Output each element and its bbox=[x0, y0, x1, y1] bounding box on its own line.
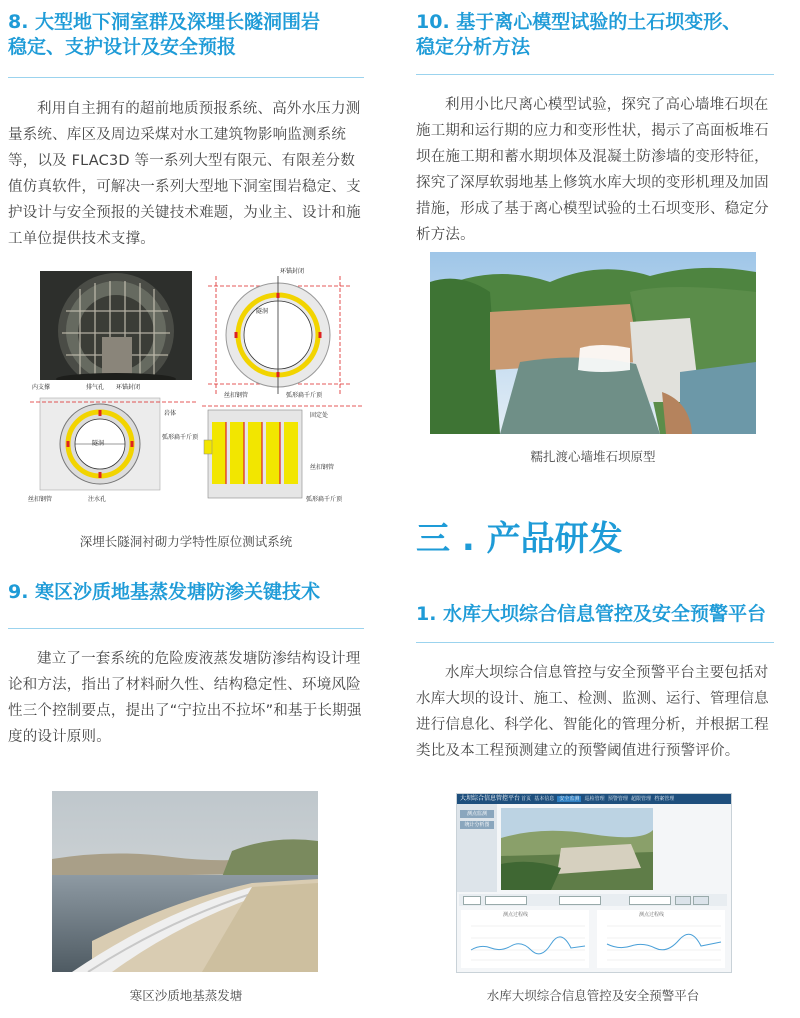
section-10-body: 利用小比尺离心模型试验，探究了高心墙堆石坝在施工期和运行期的应力和变形性状，揭示了高面板堆石坝在施工期和蓄水期坝体及混凝土防渗墙的变形特征，探究了深厚软弱地基上修筑水库大坝的变形机理及加固措施，形成了基于离心模型试验的土石坝变形、稳定分析方法。 bbox=[416, 97, 769, 243]
figure-caption-tunnel: 深埋长隧洞衬砌力学特性原位测试系统 bbox=[79, 534, 293, 549]
platform-query-button[interactable] bbox=[675, 896, 691, 905]
section-8-title-line1: 8. 大型地下洞室群及深埋长隧洞围岩 bbox=[8, 11, 321, 33]
platform-filter-field[interactable] bbox=[559, 896, 601, 905]
platform-menu-item[interactable]: 基本信息 bbox=[534, 796, 555, 802]
section-9-divider bbox=[8, 628, 364, 629]
platform-menu-item[interactable]: 首页 bbox=[521, 796, 532, 802]
platform-menu-item[interactable]: 预警管理 bbox=[607, 796, 628, 802]
platform-menu-item[interactable]: 超限管理 bbox=[631, 796, 652, 802]
platform-export-button[interactable] bbox=[693, 896, 709, 905]
label-ring-top: 环锚封闭 bbox=[280, 268, 305, 275]
platform-filter-field[interactable] bbox=[485, 896, 527, 905]
section-8-heading bbox=[8, 10, 378, 60]
product-1-body: 水库大坝综合信息管控与安全预警平台主要包括对水库大坝的设计、施工、检测、监测、运行、管理信息进行信息化、科学化、智能化的管理分析，并根据工程类比及本工程预测建立的预警阈值进行预警评价。 bbox=[416, 665, 769, 759]
evaporation-pond-photo bbox=[52, 791, 318, 972]
section-10-title-line2: 稳定分析方法 bbox=[416, 36, 531, 58]
section-8-title-line2: 稳定、支护设计及安全预报 bbox=[8, 36, 237, 58]
label-ring2: 环锚封闭 bbox=[116, 384, 141, 391]
figure-caption-dam: 糯扎渡心墙堆石坝原型 bbox=[530, 449, 656, 464]
platform-side-item[interactable]: 测点监测 bbox=[460, 810, 494, 818]
label-tunnel2: 隧洞 bbox=[92, 440, 105, 447]
section-10-title-line1: 10. 基于离心模型试验的土石坝变形、 bbox=[416, 11, 742, 33]
ring-section-diagram bbox=[200, 266, 364, 398]
label-anchor-left: 丝扣钢管 bbox=[224, 392, 249, 398]
label-rock: 岩体 bbox=[164, 410, 177, 417]
label-tunnel: 隧洞 bbox=[256, 308, 269, 315]
platform-menu-item[interactable]: 巡检管理 bbox=[584, 796, 605, 802]
longitudinal-diagram bbox=[202, 398, 364, 506]
label-fixed: 固定处 bbox=[310, 412, 329, 419]
label-jack3: 弧形扁千斤顶 bbox=[306, 496, 343, 503]
platform-menu-item[interactable]: 档案管理 bbox=[654, 796, 675, 802]
platform-dam-image bbox=[501, 808, 653, 890]
platform-menu bbox=[521, 795, 674, 803]
label-inner-support: 内支撑 bbox=[32, 384, 51, 391]
platform-chart-left bbox=[461, 910, 589, 968]
platform-filter-field[interactable] bbox=[629, 896, 671, 905]
product-1-divider bbox=[416, 642, 774, 643]
platform-filter-bar bbox=[459, 894, 727, 906]
platform-side-item[interactable]: 统计分析图 bbox=[460, 821, 494, 829]
platform-filter-field[interactable] bbox=[463, 896, 481, 905]
platform-sidebar bbox=[457, 804, 497, 892]
label-grout: 注水孔 bbox=[88, 496, 107, 503]
lining-section-diagram bbox=[28, 380, 198, 504]
section-9-title: 9. 寒区沙质地基蒸发塘防渗关键技术 bbox=[8, 581, 321, 603]
platform-screenshot bbox=[456, 793, 732, 973]
section-10-divider bbox=[416, 74, 774, 75]
section-3-title: 三 . 产品研发 bbox=[416, 519, 623, 559]
label-pipe2: 丝扣钢管 bbox=[28, 496, 53, 503]
platform-chart-title: 测点过程线 bbox=[503, 912, 529, 918]
label-vent: 排气孔 bbox=[86, 384, 105, 391]
platform-title: 大坝综合信息管控平台 bbox=[460, 795, 521, 802]
platform-topbar bbox=[457, 794, 731, 804]
label-jack2: 弧形扁千斤顶 bbox=[162, 434, 198, 441]
platform-chart-right bbox=[597, 910, 725, 968]
figure-caption-platform: 水库大坝综合信息管控及安全预警平台 bbox=[486, 988, 700, 1003]
section-9-body: 建立了一套系统的危险废液蒸发塘防渗结构设计理论和方法，指出了材料耐久性、结构稳定性、环境风险性三个控制要点，提出了“宁拉出不拉坏”和基于长期强度的设计原则。 bbox=[8, 651, 362, 745]
platform-menu-item[interactable]: 安全监测 bbox=[559, 796, 580, 802]
section-10-heading bbox=[416, 10, 800, 60]
section-8-divider bbox=[8, 77, 364, 78]
label-pipe3: 丝扣钢管 bbox=[310, 464, 335, 471]
section-8-body: 利用自主拥有的超前地质预报系统、高外水压力测量系统、库区及周边采煤对水工建筑物影响监测系统等，以及 FLAC3D 等一系列大型有限元、有限差分数值仿真软件，可解决一系列大型地下洞室围岩稳定、支护设计与安全预报的关键技术难题，为业主、设计和施工单位提供技术支撑。 bbox=[8, 101, 361, 247]
product-1-title: 1. 水库大坝综合信息管控及安全预警平台 bbox=[416, 603, 767, 625]
tunnel-photo bbox=[40, 271, 192, 384]
label-anchor-right: 弧形扁千斤顶 bbox=[286, 392, 323, 398]
platform-chart-title: 测点过程线 bbox=[639, 912, 665, 918]
dam-photo bbox=[430, 252, 756, 434]
figure-caption-pond: 寒区沙质地基蒸发塘 bbox=[129, 988, 243, 1003]
